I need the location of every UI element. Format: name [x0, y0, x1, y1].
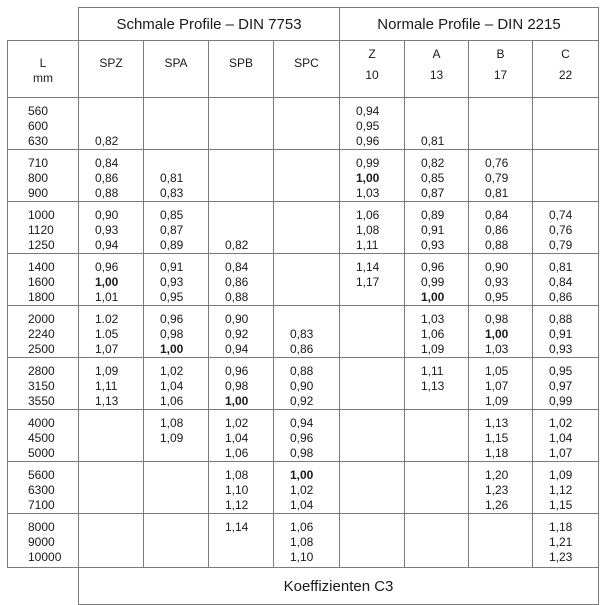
coefficient-value: 1,10 — [290, 550, 314, 564]
footer-row — [8, 568, 599, 605]
coefficient-value: 0,93 — [95, 223, 119, 237]
coefficient-value: 1,06 — [421, 327, 445, 341]
length-value: 1600 — [28, 275, 55, 289]
coefficient-value: 1,09 — [95, 364, 119, 378]
table-row — [8, 462, 599, 514]
coefficient-value — [290, 312, 339, 327]
coefficient-value: 1,02 — [225, 416, 249, 430]
coefficient-cell — [405, 98, 469, 150]
coefficient-value: 0,83 — [160, 186, 184, 200]
coefficient-cell — [405, 306, 469, 358]
coefficient-cell — [340, 410, 405, 462]
coefficient-value: 0,84 — [225, 260, 249, 274]
coefficient-value: 0,93 — [160, 275, 184, 289]
table-row — [8, 410, 599, 462]
coefficient-value: 0,91 — [160, 260, 184, 274]
length-value: 3150 — [28, 379, 55, 393]
coefficient-cell — [533, 150, 599, 202]
coefficient-value: 1,12 — [225, 498, 249, 512]
coefficient-cell — [469, 202, 533, 254]
coefficient-cell — [79, 98, 144, 150]
coefficient-value: 1,06 — [225, 446, 249, 460]
coefficient-value: 0,85 — [421, 171, 445, 185]
column-header-width: 13 — [429, 68, 444, 82]
coefficient-value: 1,08 — [225, 468, 249, 482]
coefficient-value: 0,94 — [225, 342, 249, 356]
coefficient-value — [95, 119, 143, 134]
coefficient-cell — [209, 462, 274, 514]
coefficient-value: 0,88 — [95, 186, 119, 200]
coefficient-value: 1,18 — [549, 520, 573, 534]
coefficient-value: 0,87 — [160, 223, 184, 237]
coefficient-value: 0,88 — [225, 290, 249, 304]
coefficient-value: 1,06 — [290, 520, 314, 534]
length-cell — [8, 306, 79, 358]
coefficient-cell — [533, 202, 599, 254]
coefficient-value: 1,23 — [485, 483, 509, 497]
coefficient-value: 0,91 — [549, 327, 573, 341]
length-value: 5000 — [28, 446, 55, 460]
coefficient-value: 0,88 — [549, 312, 573, 326]
coefficient-value: 1,26 — [485, 498, 509, 512]
coefficient-cell — [144, 462, 209, 514]
coefficient-value: 0,83 — [290, 327, 314, 341]
coefficient-value — [225, 550, 273, 565]
length-value: 4000 — [28, 416, 55, 430]
coefficient-cell — [79, 514, 144, 568]
coefficient-value: 0,74 — [549, 208, 573, 222]
coefficient-cell — [533, 514, 599, 568]
coefficient-cell — [405, 254, 469, 306]
coefficient-value: 1,20 — [485, 468, 509, 482]
coefficient-value — [225, 208, 273, 223]
coefficient-value: 1,00 — [160, 342, 184, 356]
coefficient-cell — [340, 358, 405, 410]
coefficient-cell — [340, 202, 405, 254]
coefficient-value — [95, 104, 143, 119]
coefficient-value: 0,99 — [421, 275, 445, 289]
coefficient-value — [160, 446, 208, 461]
coefficient-cell — [469, 514, 533, 568]
coefficient-value: 1,09 — [549, 468, 573, 482]
coefficient-value — [356, 290, 404, 305]
coefficient-value: 1,04 — [549, 431, 573, 445]
coefficient-value: 0,93 — [485, 275, 509, 289]
coefficient-value: 1,06 — [356, 208, 380, 222]
coefficient-value: 0,91 — [421, 223, 445, 237]
coefficient-cell — [469, 150, 533, 202]
coefficient-value: 1,00 — [356, 171, 380, 185]
coefficient-value: 1,00 — [95, 275, 119, 289]
coefficient-cell — [533, 98, 599, 150]
column-header-label: SPA — [164, 56, 188, 70]
coefficient-value: 1,09 — [485, 394, 509, 408]
coefficient-value — [225, 535, 273, 550]
length-cell — [8, 358, 79, 410]
length-cell — [8, 254, 79, 306]
coefficient-value: 0,90 — [225, 312, 249, 326]
coefficient-value: 1,03 — [485, 342, 509, 356]
coefficient-value: 0,97 — [549, 379, 573, 393]
column-header-spb — [209, 41, 274, 98]
coefficient-cell — [144, 150, 209, 202]
coefficient-value: 1,01 — [95, 290, 119, 304]
coefficient-value: 1,13 — [485, 416, 509, 430]
coefficient-value: 0,96 — [160, 312, 184, 326]
coefficient-cell — [274, 202, 340, 254]
length-value: 1250 — [28, 238, 55, 252]
length-value: 2000 — [28, 312, 55, 326]
coefficient-value: 0,86 — [485, 223, 509, 237]
coefficient-value: 0,96 — [95, 260, 119, 274]
coefficient-value: 0,89 — [160, 238, 184, 252]
length-value: 1800 — [28, 290, 55, 304]
coefficient-cell — [209, 306, 274, 358]
coefficient-value: 0,81 — [485, 186, 509, 200]
coefficient-value: 0,86 — [290, 342, 314, 356]
coefficient-cell — [274, 150, 340, 202]
length-value: 900 — [28, 186, 49, 200]
coefficient-value: 0,89 — [421, 208, 445, 222]
coefficient-value: 1,15 — [485, 431, 509, 445]
coefficient-value: 0,95 — [549, 364, 573, 378]
coefficient-value: 0,82 — [225, 238, 249, 252]
coefficient-value: 0,88 — [290, 364, 314, 378]
coefficient-cell — [79, 410, 144, 462]
coefficient-cell — [469, 410, 533, 462]
coefficient-value: 0,98 — [485, 312, 509, 326]
group-header-narrow-profiles: Schmale Profile – DIN 7753 — [79, 8, 340, 41]
coefficient-cell — [340, 150, 405, 202]
coefficient-value: 1,11 — [356, 238, 379, 252]
coefficient-cell — [340, 254, 405, 306]
column-header-b — [469, 41, 533, 98]
length-value: 1120 — [28, 223, 54, 237]
column-header-label: Z — [368, 47, 376, 61]
coefficient-value: 1.02 — [95, 312, 119, 326]
coefficient-cell — [405, 150, 469, 202]
coefficient-cell — [209, 358, 274, 410]
coefficient-value: 0,76 — [485, 156, 509, 170]
coefficient-cell — [405, 358, 469, 410]
column-header-c — [533, 41, 599, 98]
coefficient-value: 1,00 — [485, 327, 509, 341]
group-header-normal-profiles: Normale Profile – DIN 2215 — [340, 8, 599, 41]
length-value: 630 — [28, 134, 49, 148]
column-header-label: C — [561, 47, 570, 61]
coefficient-cell — [533, 358, 599, 410]
coefficient-value: 1,02 — [160, 364, 184, 378]
length-value: 3550 — [28, 394, 55, 408]
coefficient-value: 1,04 — [160, 379, 184, 393]
coefficient-value: 1,18 — [485, 446, 509, 460]
length-value: 600 — [28, 119, 49, 133]
coefficient-cell — [340, 306, 405, 358]
coefficient-value: 1,03 — [356, 186, 380, 200]
coefficient-value: 0,98 — [290, 446, 314, 460]
coefficient-cell — [274, 98, 340, 150]
coefficient-value: 0,81 — [421, 134, 445, 148]
column-header-label: SPB — [228, 56, 253, 70]
coefficient-value: 0,96 — [356, 134, 380, 148]
coefficient-value: 1,03 — [421, 312, 445, 326]
coefficient-value: 1,09 — [160, 431, 184, 445]
table-row — [8, 358, 599, 410]
coefficient-value: 0,94 — [95, 238, 119, 252]
length-cell — [8, 514, 79, 568]
coefficient-value — [421, 119, 468, 134]
coefficient-value: 0,81 — [549, 260, 573, 274]
coefficient-value: 1,13 — [95, 394, 119, 408]
coefficient-value: 1,00 — [421, 290, 445, 304]
coefficient-cell — [340, 462, 405, 514]
length-cell — [8, 410, 79, 462]
coefficient-value: 0,92 — [225, 327, 249, 341]
coefficient-value: 0,86 — [95, 171, 119, 185]
coefficient-cell — [405, 202, 469, 254]
coefficient-table — [7, 7, 599, 605]
column-header-spa — [144, 41, 209, 98]
length-value: 6300 — [28, 483, 55, 497]
coefficient-value: 0,76 — [549, 223, 573, 237]
coefficient-cell — [144, 202, 209, 254]
coefficient-cell — [469, 358, 533, 410]
coefficient-value: 1,10 — [225, 483, 249, 497]
group-header-row — [8, 8, 599, 41]
coefficient-value: 0,93 — [421, 238, 445, 252]
coefficient-value: 1,02 — [290, 483, 314, 497]
coefficient-value: 0,90 — [485, 260, 509, 274]
coefficient-cell — [209, 514, 274, 568]
length-value: 5600 — [28, 468, 55, 482]
column-header-width: 17 — [493, 68, 508, 82]
table-body — [8, 8, 599, 605]
coefficient-cell — [340, 514, 405, 568]
column-header-a — [405, 41, 469, 98]
table-row — [8, 98, 599, 150]
coefficient-cell — [209, 410, 274, 462]
length-value: 2500 — [28, 342, 55, 356]
length-cell — [8, 202, 79, 254]
coefficient-cell — [144, 358, 209, 410]
coefficient-cell — [79, 150, 144, 202]
coefficient-value: 0,82 — [421, 156, 445, 170]
coefficient-value: 1,08 — [160, 416, 184, 430]
coefficient-value: 0,96 — [290, 431, 314, 445]
coefficient-cell — [144, 98, 209, 150]
coefficient-cell — [274, 514, 340, 568]
coefficient-cell — [209, 202, 274, 254]
coefficient-value: 0,92 — [290, 394, 314, 408]
coefficient-value: 0,95 — [160, 290, 184, 304]
coefficient-value: 0,94 — [356, 104, 380, 118]
length-header-unit: mm — [33, 71, 53, 85]
coefficient-value: 0,86 — [225, 275, 249, 289]
coefficient-value: 0,85 — [160, 208, 184, 222]
table-row — [8, 254, 599, 306]
column-header-row — [8, 41, 599, 98]
coefficient-cell — [469, 254, 533, 306]
coefficient-cell — [340, 98, 405, 150]
coefficient-value: 0,79 — [485, 171, 509, 185]
coefficient-value: 1,11 — [421, 364, 444, 378]
coefficient-value: 1,07 — [485, 379, 509, 393]
table-row — [8, 306, 599, 358]
coefficient-cell — [79, 306, 144, 358]
coefficient-value: 0,90 — [290, 379, 314, 393]
coefficient-value: 0,93 — [549, 342, 573, 356]
coefficient-value: 1,11 — [95, 379, 118, 393]
coefficient-cell — [209, 254, 274, 306]
corner-cell — [8, 8, 79, 41]
coefficient-value: 1,02 — [549, 416, 573, 430]
length-cell — [8, 98, 79, 150]
length-value: 800 — [28, 171, 49, 185]
coefficient-cell — [533, 306, 599, 358]
column-header-z — [340, 41, 405, 98]
coefficient-cell — [79, 254, 144, 306]
coefficient-value: 0,96 — [225, 364, 249, 378]
coefficient-value: 0,84 — [485, 208, 509, 222]
coefficient-value: 1,13 — [421, 379, 445, 393]
coefficient-cell — [144, 254, 209, 306]
coefficient-value: 1,04 — [290, 498, 314, 512]
coefficient-value: 1,12 — [549, 483, 573, 497]
coefficient-value: 1,04 — [225, 431, 249, 445]
length-cell — [8, 150, 79, 202]
column-header-label: B — [496, 47, 505, 61]
coefficient-value: 1,05 — [485, 364, 509, 378]
table-row — [8, 514, 599, 568]
coefficient-cell — [274, 462, 340, 514]
column-header-label: SPZ — [99, 56, 123, 70]
coefficient-value — [160, 156, 208, 171]
column-header-width: 10 — [365, 68, 379, 82]
length-value: 9000 — [28, 535, 55, 549]
table-row — [8, 202, 599, 254]
coefficient-value: 0,95 — [485, 290, 509, 304]
coefficient-cell — [405, 514, 469, 568]
coefficient-cell — [533, 254, 599, 306]
coefficient-value: 0,98 — [225, 379, 249, 393]
column-header-width: 22 — [558, 68, 573, 82]
coefficient-cell — [209, 98, 274, 150]
coefficient-cell — [209, 150, 274, 202]
coefficient-value: 1.05 — [95, 327, 119, 341]
length-value: 2240 — [28, 327, 55, 341]
coefficient-value: 1,14 — [356, 260, 380, 274]
coefficient-cell — [274, 254, 340, 306]
coefficient-cell — [144, 410, 209, 462]
coefficient-cell — [469, 306, 533, 358]
coefficient-cell — [533, 462, 599, 514]
table-row — [8, 150, 599, 202]
column-header-spc — [274, 41, 340, 98]
coefficient-value: 1,08 — [290, 535, 314, 549]
coefficient-value: 0,99 — [356, 156, 380, 170]
coefficient-cell — [533, 410, 599, 462]
coefficient-cell — [469, 462, 533, 514]
length-value: 7100 — [28, 498, 55, 512]
footer-spacer-cell — [8, 568, 79, 605]
coefficient-value: 0,98 — [160, 327, 184, 341]
coefficient-cell — [405, 410, 469, 462]
coefficient-value: 1,07 — [549, 446, 573, 460]
column-header-label: SPC — [294, 56, 319, 70]
footer-label: Koeffizienten C3 — [79, 568, 599, 605]
coefficient-value: 0,84 — [95, 156, 119, 170]
coefficient-cell — [79, 358, 144, 410]
coefficient-value: 1,23 — [549, 550, 573, 564]
coefficient-value: 1,21 — [549, 535, 573, 549]
length-value: 2800 — [28, 364, 55, 378]
coefficient-value: 0,99 — [549, 394, 573, 408]
coefficient-value: 0,86 — [549, 290, 573, 304]
coefficient-cell — [274, 306, 340, 358]
coefficient-value — [225, 223, 273, 238]
coefficient-value: 0,94 — [290, 416, 314, 430]
coefficient-cell — [405, 462, 469, 514]
coefficient-cell — [79, 462, 144, 514]
coefficient-value: 0,96 — [421, 260, 445, 274]
coefficient-value — [421, 394, 468, 409]
length-value: 1400 — [28, 260, 55, 274]
coefficient-cell — [469, 98, 533, 150]
coefficient-cell — [79, 202, 144, 254]
coefficient-value: 0,95 — [356, 119, 380, 133]
coefficient-value: 1,14 — [225, 520, 249, 534]
coefficient-value: 1,08 — [356, 223, 380, 237]
coefficient-value: 0,87 — [421, 186, 445, 200]
coefficient-cell — [144, 306, 209, 358]
coefficient-cell — [274, 410, 340, 462]
coefficient-value: 1,15 — [549, 498, 573, 512]
coefficient-value: 0,81 — [160, 171, 184, 185]
coefficient-value — [421, 104, 468, 119]
column-header-length — [8, 41, 79, 98]
length-value: 4500 — [28, 431, 55, 445]
coefficient-value: 1,00 — [290, 468, 314, 482]
column-header-spz — [79, 41, 144, 98]
length-value: 8000 — [28, 520, 55, 534]
length-value: 10000 — [28, 550, 62, 564]
length-cell — [8, 462, 79, 514]
coefficient-value: 1,07 — [95, 342, 119, 356]
coefficient-cell — [144, 514, 209, 568]
coefficient-value: 0,79 — [549, 238, 573, 252]
coefficient-value: 0,84 — [549, 275, 573, 289]
coefficient-value: 1,17 — [356, 275, 380, 289]
coefficient-value: 0,88 — [485, 238, 509, 252]
length-value: 1000 — [28, 208, 55, 222]
length-value: 560 — [28, 104, 49, 118]
column-header-label: A — [432, 47, 441, 61]
length-header-symbol: L — [39, 56, 47, 70]
coefficient-value: 0,82 — [95, 134, 119, 148]
coefficient-value: 1,06 — [160, 394, 184, 408]
coefficient-value: 0,90 — [95, 208, 119, 222]
coefficient-cell — [274, 358, 340, 410]
coefficient-value: 1,09 — [421, 342, 445, 356]
coefficient-value: 1,00 — [225, 394, 249, 408]
length-value: 710 — [28, 156, 49, 170]
